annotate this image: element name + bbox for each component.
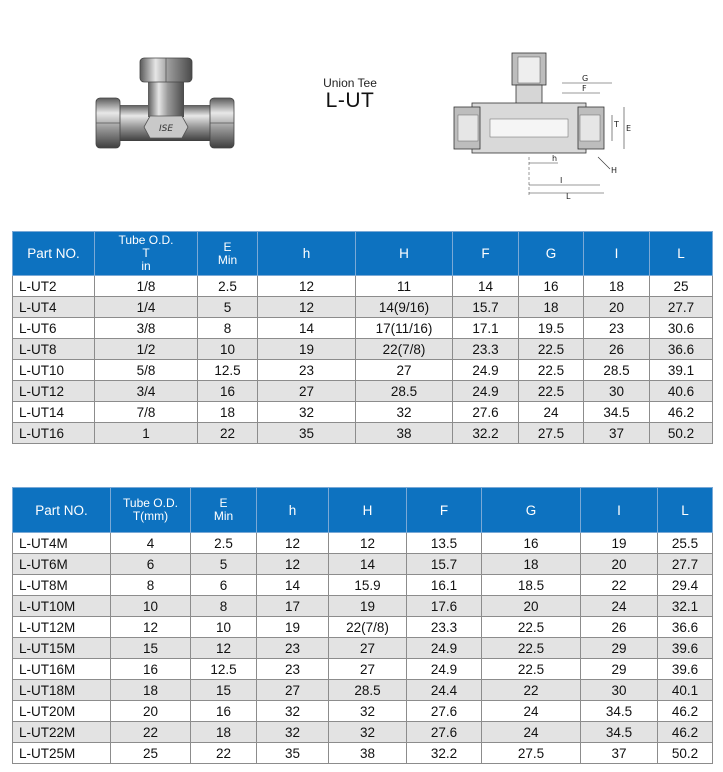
table-cell: 12 xyxy=(257,533,329,554)
part-number-cell: L-UT10 xyxy=(13,360,95,381)
table-cell: 27.6 xyxy=(407,722,482,743)
table-cell: 16 xyxy=(191,701,257,722)
table-cell: 17 xyxy=(257,596,329,617)
header-e-min xyxy=(198,232,258,276)
part-number-cell: L-UT8 xyxy=(13,339,95,360)
table-cell: 18 xyxy=(198,402,258,423)
table-cell: 37 xyxy=(581,743,658,764)
header-f: F xyxy=(407,488,482,533)
table-cell: 46.2 xyxy=(650,402,713,423)
part-number-cell: L-UT16M xyxy=(13,659,111,680)
table-cell: 15.7 xyxy=(453,297,519,318)
label-big-h: H xyxy=(611,166,618,175)
label-t: T xyxy=(614,120,619,129)
header-e-min xyxy=(191,488,257,533)
table-cell: 30.6 xyxy=(650,318,713,339)
table-cell: 27.6 xyxy=(407,701,482,722)
header-tube-od xyxy=(95,232,198,276)
table-cell: 34.5 xyxy=(581,701,658,722)
inch-size-table xyxy=(12,231,713,444)
part-number-cell: L-UT10M xyxy=(13,596,111,617)
table-cell: 18 xyxy=(482,554,581,575)
product-title xyxy=(300,76,400,112)
table-cell: 27.7 xyxy=(650,297,713,318)
table-cell: 39.6 xyxy=(658,638,713,659)
table-header-row xyxy=(13,232,713,276)
label-e: E xyxy=(626,124,632,133)
table-row xyxy=(13,276,713,297)
table-cell: 16 xyxy=(519,276,584,297)
table-cell: 27 xyxy=(329,659,407,680)
table-cell: 18 xyxy=(191,722,257,743)
table-cell: 3/8 xyxy=(95,318,198,339)
table-cell: 27.6 xyxy=(453,402,519,423)
table-cell: 27 xyxy=(257,680,329,701)
header-part-no: Part NO. xyxy=(13,232,95,276)
label-g: G xyxy=(582,74,589,83)
table-cell: 36.6 xyxy=(650,339,713,360)
table-cell: 5 xyxy=(198,297,258,318)
table-cell: 34.5 xyxy=(584,402,650,423)
table-cell: 38 xyxy=(356,423,453,444)
table-cell: 14(9/16) xyxy=(356,297,453,318)
union-tee-photo xyxy=(90,50,240,160)
table-cell: 17(11/16) xyxy=(356,318,453,339)
table-row xyxy=(13,554,713,575)
table-cell: 24 xyxy=(519,402,584,423)
table-cell: 6 xyxy=(191,575,257,596)
table-cell: 14 xyxy=(453,276,519,297)
table-cell: 5 xyxy=(191,554,257,575)
table-cell: 32.2 xyxy=(407,743,482,764)
table-cell: 24.4 xyxy=(407,680,482,701)
label-f: F xyxy=(582,84,587,93)
header-e: E xyxy=(223,239,232,254)
table-cell: 16 xyxy=(482,533,581,554)
header-tube-od-line1: Tube O.D. xyxy=(123,496,178,510)
header-tube-od-line1: Tube O.D. xyxy=(118,233,174,247)
part-number-cell: L-UT25M xyxy=(13,743,111,764)
part-number-cell: L-UT8M xyxy=(13,575,111,596)
table-cell: 23 xyxy=(584,318,650,339)
table-cell: 27.5 xyxy=(519,423,584,444)
part-number-cell: L-UT12M xyxy=(13,617,111,638)
table-cell: 19 xyxy=(329,596,407,617)
header-min: Min xyxy=(217,252,238,267)
table-cell: 15 xyxy=(191,680,257,701)
header-tube-od-unit: in xyxy=(141,259,151,273)
part-number-cell: L-UT4 xyxy=(13,297,95,318)
table-cell: 14 xyxy=(329,554,407,575)
table-cell: 22.5 xyxy=(482,617,581,638)
label-small-h: h xyxy=(552,154,558,163)
table-cell: 19.5 xyxy=(519,318,584,339)
table-cell: 38 xyxy=(329,743,407,764)
table-row xyxy=(13,722,713,743)
header-small-h: h xyxy=(257,488,329,533)
table-cell: 35 xyxy=(257,743,329,764)
table-row xyxy=(13,339,713,360)
table-cell: 22.5 xyxy=(519,360,584,381)
table-cell: 32 xyxy=(329,701,407,722)
header-tube-od xyxy=(111,488,191,533)
table-cell: 12 xyxy=(191,638,257,659)
table-cell: 23.3 xyxy=(453,339,519,360)
table-cell: 26 xyxy=(584,339,650,360)
table-cell: 20 xyxy=(584,297,650,318)
table-cell: 16 xyxy=(198,381,258,402)
table-cell: 46.2 xyxy=(658,701,713,722)
table-row xyxy=(13,381,713,402)
header-small-h: h xyxy=(258,232,356,276)
header-g: G xyxy=(519,232,584,276)
table-cell: 15.7 xyxy=(407,554,482,575)
header-f: F xyxy=(453,232,519,276)
table-cell: 40.1 xyxy=(658,680,713,701)
header-min: Min xyxy=(213,509,234,523)
table-cell: 12 xyxy=(329,533,407,554)
header-part-no: Part NO. xyxy=(13,488,111,533)
table-cell: 30 xyxy=(584,381,650,402)
label-i: I xyxy=(560,176,563,185)
header-tube-od-line2: T(mm) xyxy=(132,509,169,523)
table-cell: 10 xyxy=(198,339,258,360)
table-cell: 5/8 xyxy=(95,360,198,381)
table-cell: 16 xyxy=(111,659,191,680)
table-cell: 24 xyxy=(482,701,581,722)
table-cell: 12 xyxy=(258,276,356,297)
table-cell: 24.9 xyxy=(453,381,519,402)
part-number-cell: L-UT16 xyxy=(13,423,95,444)
table-cell: 22.5 xyxy=(482,638,581,659)
table-cell: 12 xyxy=(258,297,356,318)
table-cell: 23 xyxy=(258,360,356,381)
table-cell: 34.5 xyxy=(581,722,658,743)
part-number-cell: L-UT6 xyxy=(13,318,95,339)
table-row xyxy=(13,533,713,554)
metric-size-table xyxy=(12,487,713,764)
part-number-cell: L-UT22M xyxy=(13,722,111,743)
table-row xyxy=(13,297,713,318)
part-number-cell: L-UT14 xyxy=(13,402,95,423)
table-cell: 16.1 xyxy=(407,575,482,596)
table-cell: 27 xyxy=(329,638,407,659)
table-row xyxy=(13,617,713,638)
table-cell: 28.5 xyxy=(356,381,453,402)
table-cell: 20 xyxy=(581,554,658,575)
table-cell: 25 xyxy=(650,276,713,297)
table-cell: 36.6 xyxy=(658,617,713,638)
table-cell: 32 xyxy=(257,701,329,722)
header-big-h: H xyxy=(356,232,453,276)
table-cell: 29.4 xyxy=(658,575,713,596)
table-cell: 28.5 xyxy=(584,360,650,381)
table-cell: 14 xyxy=(257,575,329,596)
table-cell: 39.1 xyxy=(650,360,713,381)
table-cell: 32.1 xyxy=(658,596,713,617)
header-l: L xyxy=(650,232,713,276)
table-cell: 2.5 xyxy=(191,533,257,554)
part-number-cell: L-UT20M xyxy=(13,701,111,722)
table-cell: 18 xyxy=(519,297,584,318)
table-cell: 1/8 xyxy=(95,276,198,297)
table-cell: 46.2 xyxy=(658,722,713,743)
table-cell: 19 xyxy=(581,533,658,554)
table-cell: 32 xyxy=(329,722,407,743)
table-cell: 30 xyxy=(581,680,658,701)
table-cell: 32.2 xyxy=(453,423,519,444)
table-cell: 18 xyxy=(111,680,191,701)
table-cell: 10 xyxy=(191,617,257,638)
table-cell: 22(7/8) xyxy=(329,617,407,638)
table-cell: 15.9 xyxy=(329,575,407,596)
table-cell: 12 xyxy=(111,617,191,638)
table-cell: 15 xyxy=(111,638,191,659)
table-cell: 27 xyxy=(258,381,356,402)
table-cell: 22 xyxy=(191,743,257,764)
header-i: I xyxy=(581,488,658,533)
table-cell: 28.5 xyxy=(329,680,407,701)
table-cell: 25.5 xyxy=(658,533,713,554)
table-cell: 22.5 xyxy=(519,381,584,402)
part-number-cell: L-UT15M xyxy=(13,638,111,659)
header-l: L xyxy=(658,488,713,533)
table-cell: 24.9 xyxy=(407,638,482,659)
part-number-cell: L-UT6M xyxy=(13,554,111,575)
table-cell: 7/8 xyxy=(95,402,198,423)
product-subtitle: Union Tee xyxy=(323,76,377,90)
table-cell: 32 xyxy=(258,402,356,423)
table-cell: 22.5 xyxy=(519,339,584,360)
product-code: L-UT xyxy=(325,89,375,112)
table-row xyxy=(13,402,713,423)
table-cell: 19 xyxy=(257,617,329,638)
table-header-row xyxy=(13,488,713,533)
table-cell: 24 xyxy=(482,722,581,743)
table-cell: 1 xyxy=(95,423,198,444)
table-cell: 20 xyxy=(482,596,581,617)
table-cell: 8 xyxy=(198,318,258,339)
table-cell: 22 xyxy=(482,680,581,701)
table-cell: 18.5 xyxy=(482,575,581,596)
dimension-drawing xyxy=(450,45,640,200)
table-cell: 13.5 xyxy=(407,533,482,554)
table-cell: 24 xyxy=(581,596,658,617)
table-cell: 1/4 xyxy=(95,297,198,318)
table-cell: 18 xyxy=(584,276,650,297)
table-cell: 1/2 xyxy=(95,339,198,360)
table-cell: 27.7 xyxy=(658,554,713,575)
table-cell: 4 xyxy=(111,533,191,554)
table-cell: 22 xyxy=(198,423,258,444)
table-row xyxy=(13,360,713,381)
part-number-cell: L-UT4M xyxy=(13,533,111,554)
table-cell: 12 xyxy=(257,554,329,575)
table-row xyxy=(13,575,713,596)
table-cell: 10 xyxy=(111,596,191,617)
header-big-h: H xyxy=(329,488,407,533)
table-cell: 19 xyxy=(258,339,356,360)
table-cell: 35 xyxy=(258,423,356,444)
table-cell: 12.5 xyxy=(191,659,257,680)
table-cell: 3/4 xyxy=(95,381,198,402)
table-cell: 40.6 xyxy=(650,381,713,402)
table-cell: 23.3 xyxy=(407,617,482,638)
header-i: I xyxy=(584,232,650,276)
table-row xyxy=(13,423,713,444)
table-cell: 32 xyxy=(356,402,453,423)
table-cell: 22 xyxy=(111,722,191,743)
table-row xyxy=(13,743,713,764)
table-row xyxy=(13,638,713,659)
table-cell: 50.2 xyxy=(658,743,713,764)
table-cell: 32 xyxy=(257,722,329,743)
table-cell: 50.2 xyxy=(650,423,713,444)
table-cell: 8 xyxy=(111,575,191,596)
table-cell: 6 xyxy=(111,554,191,575)
table-cell: 17.6 xyxy=(407,596,482,617)
part-number-cell: L-UT18M xyxy=(13,680,111,701)
label-l: L xyxy=(566,192,571,200)
table-cell: 11 xyxy=(356,276,453,297)
table-cell: 8 xyxy=(191,596,257,617)
table-row xyxy=(13,680,713,701)
table-cell: 2.5 xyxy=(198,276,258,297)
table-row xyxy=(13,659,713,680)
table-cell: 22.5 xyxy=(482,659,581,680)
table-row xyxy=(13,318,713,339)
table-cell: 22(7/8) xyxy=(356,339,453,360)
table-cell: 29 xyxy=(581,659,658,680)
table-cell: 24.9 xyxy=(453,360,519,381)
table-cell: 25 xyxy=(111,743,191,764)
header-tube-od-line2: T xyxy=(142,246,150,260)
table-cell: 37 xyxy=(584,423,650,444)
table-cell: 23 xyxy=(257,638,329,659)
table-cell: 27.5 xyxy=(482,743,581,764)
table-cell: 26 xyxy=(581,617,658,638)
table-cell: 27 xyxy=(356,360,453,381)
table-row xyxy=(13,701,713,722)
table-cell: 29 xyxy=(581,638,658,659)
logo-mark: ISE xyxy=(158,124,174,134)
part-number-cell: L-UT2 xyxy=(13,276,95,297)
table-cell: 12.5 xyxy=(198,360,258,381)
header-e: E xyxy=(219,496,228,510)
header-g: G xyxy=(482,488,581,533)
table-row xyxy=(13,596,713,617)
table-cell: 22 xyxy=(581,575,658,596)
table-cell: 14 xyxy=(258,318,356,339)
table-cell: 23 xyxy=(257,659,329,680)
table-cell: 17.1 xyxy=(453,318,519,339)
part-number-cell: L-UT12 xyxy=(13,381,95,402)
table-cell: 24.9 xyxy=(407,659,482,680)
table-cell: 39.6 xyxy=(658,659,713,680)
table-cell: 20 xyxy=(111,701,191,722)
